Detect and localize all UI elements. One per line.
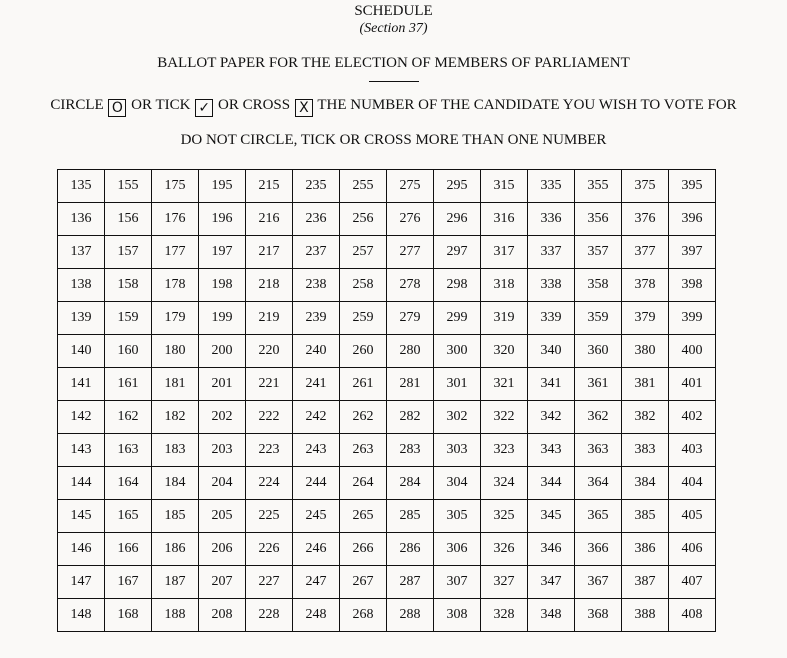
candidate-number-cell[interactable]: 379 <box>622 302 669 335</box>
candidate-number-cell[interactable]: 201 <box>199 368 246 401</box>
candidate-number-cell[interactable]: 178 <box>152 269 199 302</box>
candidate-number-cell[interactable]: 406 <box>669 533 716 566</box>
candidate-number-cell[interactable]: 142 <box>58 401 105 434</box>
candidate-number-cell[interactable]: 404 <box>669 467 716 500</box>
candidate-number-cell[interactable]: 375 <box>622 170 669 203</box>
candidate-number-cell[interactable]: 256 <box>340 203 387 236</box>
candidate-row <box>58 203 716 236</box>
candidate-number-cell[interactable]: 306 <box>434 533 481 566</box>
candidate-number-cell[interactable]: 337 <box>528 236 575 269</box>
voting-warning: DO NOT CIRCLE, TICK OR CROSS MORE THAN ONE NUMBER <box>180 132 607 148</box>
candidate-number-cell[interactable]: 177 <box>152 236 199 269</box>
candidate-number-cell[interactable]: 320 <box>481 335 528 368</box>
candidate-number-cell[interactable]: 295 <box>434 170 481 203</box>
candidate-number-cell[interactable]: 324 <box>481 467 528 500</box>
candidate-number-cell[interactable]: 397 <box>669 236 716 269</box>
candidate-number-cell[interactable]: 224 <box>246 467 293 500</box>
candidate-number-cell[interactable]: 198 <box>199 269 246 302</box>
candidate-number-cell[interactable]: 206 <box>199 533 246 566</box>
candidate-number-cell[interactable]: 384 <box>622 467 669 500</box>
candidate-number-cell[interactable]: 344 <box>528 467 575 500</box>
candidate-number-cell[interactable]: 405 <box>669 500 716 533</box>
candidate-number-cell[interactable]: 216 <box>246 203 293 236</box>
candidate-number-cell[interactable]: 263 <box>340 434 387 467</box>
candidate-number-cell[interactable]: 345 <box>528 500 575 533</box>
candidate-number-cell[interactable]: 317 <box>481 236 528 269</box>
candidate-number-cell[interactable]: 285 <box>387 500 434 533</box>
candidate-number-cell[interactable]: 408 <box>669 599 716 632</box>
candidate-row <box>58 500 716 533</box>
candidate-number-cell[interactable]: 158 <box>105 269 152 302</box>
candidate-number-cell[interactable]: 185 <box>152 500 199 533</box>
instruction-tick-text: OR TICK <box>131 97 191 113</box>
candidate-number-cell[interactable]: 160 <box>105 335 152 368</box>
candidate-number-cell[interactable]: 357 <box>575 236 622 269</box>
candidate-number-cell[interactable]: 338 <box>528 269 575 302</box>
candidate-row <box>58 269 716 302</box>
candidate-number-cell[interactable]: 342 <box>528 401 575 434</box>
candidate-number-cell[interactable]: 319 <box>481 302 528 335</box>
candidate-number-cell[interactable]: 304 <box>434 467 481 500</box>
candidate-number-cell[interactable]: 205 <box>199 500 246 533</box>
candidate-number-cell[interactable]: 378 <box>622 269 669 302</box>
candidate-number-cell[interactable]: 307 <box>434 566 481 599</box>
candidate-number-cell[interactable]: 268 <box>340 599 387 632</box>
candidate-number-cell[interactable]: 359 <box>575 302 622 335</box>
candidate-number-cell[interactable]: 155 <box>105 170 152 203</box>
candidate-number-cell[interactable]: 315 <box>481 170 528 203</box>
candidate-number-cell[interactable]: 376 <box>622 203 669 236</box>
candidate-number-cell[interactable]: 283 <box>387 434 434 467</box>
candidate-number-cell[interactable]: 286 <box>387 533 434 566</box>
candidate-number-cell[interactable]: 148 <box>58 599 105 632</box>
candidate-number-cell[interactable]: 238 <box>293 269 340 302</box>
voting-instructions <box>0 97 787 117</box>
candidate-row <box>58 599 716 632</box>
candidate-number-cell[interactable]: 247 <box>293 566 340 599</box>
candidate-number-cell[interactable]: 282 <box>387 401 434 434</box>
candidate-number-cell[interactable]: 287 <box>387 566 434 599</box>
candidate-row <box>58 170 716 203</box>
candidate-row <box>58 401 716 434</box>
candidate-number-cell[interactable]: 239 <box>293 302 340 335</box>
candidate-number-cell[interactable]: 298 <box>434 269 481 302</box>
candidate-number-cell[interactable]: 215 <box>246 170 293 203</box>
candidate-row <box>58 434 716 467</box>
candidate-number-cell[interactable]: 355 <box>575 170 622 203</box>
candidate-number-cell[interactable]: 141 <box>58 368 105 401</box>
candidate-number-cell[interactable]: 279 <box>387 302 434 335</box>
candidate-number-cell[interactable]: 168 <box>105 599 152 632</box>
candidate-number-cell[interactable]: 380 <box>622 335 669 368</box>
candidate-row <box>58 236 716 269</box>
candidate-number-cell[interactable]: 281 <box>387 368 434 401</box>
title-divider <box>369 81 419 82</box>
candidate-number-cell[interactable]: 340 <box>528 335 575 368</box>
candidate-number-cell[interactable]: 402 <box>669 401 716 434</box>
candidate-number-cell[interactable]: 244 <box>293 467 340 500</box>
candidate-number-cell[interactable]: 218 <box>246 269 293 302</box>
candidate-number-cell[interactable]: 259 <box>340 302 387 335</box>
candidate-row <box>58 566 716 599</box>
candidate-number-cell[interactable]: 202 <box>199 401 246 434</box>
candidate-number-cell[interactable]: 262 <box>340 401 387 434</box>
candidate-number-cell[interactable]: 361 <box>575 368 622 401</box>
candidate-number-cell[interactable]: 184 <box>152 467 199 500</box>
candidate-number-cell[interactable]: 318 <box>481 269 528 302</box>
candidate-number-cell[interactable]: 388 <box>622 599 669 632</box>
candidate-number-cell[interactable]: 407 <box>669 566 716 599</box>
candidate-number-cell[interactable]: 175 <box>152 170 199 203</box>
candidate-number-cell[interactable]: 163 <box>105 434 152 467</box>
candidate-number-cell[interactable]: 159 <box>105 302 152 335</box>
candidate-number-cell[interactable]: 383 <box>622 434 669 467</box>
candidate-number-cell[interactable]: 156 <box>105 203 152 236</box>
instruction-cross-text: OR CROSS <box>217 97 291 113</box>
candidate-number-cell[interactable]: 360 <box>575 335 622 368</box>
candidate-number-cell[interactable]: 284 <box>387 467 434 500</box>
candidate-number-cell[interactable]: 182 <box>152 401 199 434</box>
candidate-number-cell[interactable]: 246 <box>293 533 340 566</box>
instruction-vote-text: THE NUMBER OF THE CANDIDATE YOU WISH TO VOTE FOR <box>317 97 737 113</box>
candidate-number-cell[interactable]: 322 <box>481 401 528 434</box>
candidate-number-cell[interactable]: 242 <box>293 401 340 434</box>
candidate-number-cell[interactable]: 140 <box>58 335 105 368</box>
candidate-number-cell[interactable]: 399 <box>669 302 716 335</box>
candidate-number-cell[interactable]: 339 <box>528 302 575 335</box>
candidate-number-cell[interactable]: 366 <box>575 533 622 566</box>
candidate-number-cell[interactable]: 401 <box>669 368 716 401</box>
candidate-number-cell[interactable]: 183 <box>152 434 199 467</box>
candidate-number-cell[interactable]: 167 <box>105 566 152 599</box>
schedule-title: SCHEDULE <box>354 3 433 19</box>
candidate-number-cell[interactable]: 135 <box>58 170 105 203</box>
candidate-number-cell[interactable]: 188 <box>152 599 199 632</box>
candidate-number-cell[interactable]: 336 <box>528 203 575 236</box>
candidate-number-cell[interactable]: 165 <box>105 500 152 533</box>
candidate-number-cell[interactable]: 144 <box>58 467 105 500</box>
candidate-number-cell[interactable]: 363 <box>575 434 622 467</box>
candidate-number-cell[interactable]: 196 <box>199 203 246 236</box>
tick-symbol-icon: ✓ <box>195 99 213 117</box>
candidate-number-cell[interactable]: 199 <box>199 302 246 335</box>
candidate-number-cell[interactable]: 223 <box>246 434 293 467</box>
candidate-number-cell[interactable]: 301 <box>434 368 481 401</box>
candidate-number-cell[interactable]: 187 <box>152 566 199 599</box>
circle-symbol-icon: O <box>108 99 126 117</box>
candidate-number-cell[interactable]: 305 <box>434 500 481 533</box>
candidate-number-cell[interactable]: 296 <box>434 203 481 236</box>
candidate-number-cell[interactable]: 236 <box>293 203 340 236</box>
candidate-row <box>58 467 716 500</box>
candidate-number-cell[interactable]: 341 <box>528 368 575 401</box>
candidate-number-cell[interactable]: 377 <box>622 236 669 269</box>
candidate-number-cell[interactable]: 228 <box>246 599 293 632</box>
candidate-number-cell[interactable]: 280 <box>387 335 434 368</box>
candidate-row <box>58 368 716 401</box>
candidate-number-cell[interactable]: 237 <box>293 236 340 269</box>
candidate-number-cell[interactable]: 260 <box>340 335 387 368</box>
candidate-number-cell[interactable]: 347 <box>528 566 575 599</box>
candidate-number-cell[interactable]: 302 <box>434 401 481 434</box>
candidate-number-cell[interactable]: 197 <box>199 236 246 269</box>
candidate-number-cell[interactable]: 136 <box>58 203 105 236</box>
candidate-number-cell[interactable]: 207 <box>199 566 246 599</box>
candidate-number-cell[interactable]: 204 <box>199 467 246 500</box>
candidate-number-cell[interactable]: 147 <box>58 566 105 599</box>
candidate-number-cell[interactable]: 243 <box>293 434 340 467</box>
candidate-number-cell[interactable]: 382 <box>622 401 669 434</box>
candidate-number-cell[interactable]: 217 <box>246 236 293 269</box>
candidate-number-cell[interactable]: 288 <box>387 599 434 632</box>
candidate-number-cell[interactable]: 241 <box>293 368 340 401</box>
candidate-number-cell[interactable]: 166 <box>105 533 152 566</box>
candidate-number-cell[interactable]: 278 <box>387 269 434 302</box>
candidate-row <box>58 533 716 566</box>
candidate-number-cell[interactable]: 264 <box>340 467 387 500</box>
candidate-number-cell[interactable]: 398 <box>669 269 716 302</box>
candidate-number-cell[interactable]: 275 <box>387 170 434 203</box>
candidate-number-cell[interactable]: 143 <box>58 434 105 467</box>
cross-symbol-icon: X <box>295 99 313 117</box>
candidate-number-cell[interactable]: 226 <box>246 533 293 566</box>
candidate-number-cell[interactable]: 180 <box>152 335 199 368</box>
candidate-number-cell[interactable]: 162 <box>105 401 152 434</box>
candidate-number-cell[interactable]: 297 <box>434 236 481 269</box>
candidate-number-cell[interactable]: 277 <box>387 236 434 269</box>
candidate-number-grid <box>57 169 716 632</box>
candidate-number-cell[interactable]: 164 <box>105 467 152 500</box>
candidate-number-cell[interactable]: 323 <box>481 434 528 467</box>
candidate-number-cell[interactable]: 161 <box>105 368 152 401</box>
candidate-number-cell[interactable]: 356 <box>575 203 622 236</box>
candidate-number-cell[interactable]: 219 <box>246 302 293 335</box>
instruction-circle-text: CIRCLE <box>50 97 104 113</box>
candidate-number-cell[interactable]: 186 <box>152 533 199 566</box>
candidate-number-cell[interactable]: 145 <box>58 500 105 533</box>
candidate-grid-body <box>58 170 716 632</box>
candidate-number-cell[interactable]: 321 <box>481 368 528 401</box>
candidate-number-cell[interactable]: 138 <box>58 269 105 302</box>
candidate-number-cell[interactable]: 396 <box>669 203 716 236</box>
candidate-number-cell[interactable]: 157 <box>105 236 152 269</box>
candidate-number-cell[interactable]: 195 <box>199 170 246 203</box>
candidate-number-cell[interactable]: 267 <box>340 566 387 599</box>
candidate-number-cell[interactable]: 395 <box>669 170 716 203</box>
candidate-number-cell[interactable]: 308 <box>434 599 481 632</box>
candidate-number-cell[interactable]: 181 <box>152 368 199 401</box>
candidate-number-cell[interactable]: 235 <box>293 170 340 203</box>
candidate-number-cell[interactable]: 327 <box>481 566 528 599</box>
candidate-number-cell[interactable]: 343 <box>528 434 575 467</box>
candidate-number-cell[interactable]: 300 <box>434 335 481 368</box>
ballot-title: BALLOT PAPER FOR THE ELECTION OF MEMBERS OF PARLIAMENT <box>157 55 630 71</box>
candidate-number-cell[interactable]: 200 <box>199 335 246 368</box>
candidate-number-cell[interactable]: 258 <box>340 269 387 302</box>
candidate-number-cell[interactable]: 299 <box>434 302 481 335</box>
candidate-number-cell[interactable]: 365 <box>575 500 622 533</box>
candidate-number-cell[interactable]: 176 <box>152 203 199 236</box>
candidate-number-cell[interactable]: 362 <box>575 401 622 434</box>
candidate-number-cell[interactable]: 367 <box>575 566 622 599</box>
candidate-number-cell[interactable]: 220 <box>246 335 293 368</box>
candidate-number-cell[interactable]: 245 <box>293 500 340 533</box>
candidate-row <box>58 302 716 335</box>
candidate-number-cell[interactable]: 328 <box>481 599 528 632</box>
candidate-number-cell[interactable]: 400 <box>669 335 716 368</box>
section-reference: (Section 37) <box>359 21 428 36</box>
candidate-number-cell[interactable]: 225 <box>246 500 293 533</box>
candidate-number-cell[interactable]: 303 <box>434 434 481 467</box>
candidate-number-cell[interactable]: 368 <box>575 599 622 632</box>
candidate-number-cell[interactable]: 325 <box>481 500 528 533</box>
candidate-number-cell[interactable]: 266 <box>340 533 387 566</box>
candidate-number-cell[interactable]: 276 <box>387 203 434 236</box>
candidate-number-cell[interactable]: 257 <box>340 236 387 269</box>
candidate-number-cell[interactable]: 403 <box>669 434 716 467</box>
candidate-number-cell[interactable]: 208 <box>199 599 246 632</box>
candidate-number-cell[interactable]: 240 <box>293 335 340 368</box>
candidate-number-cell[interactable]: 364 <box>575 467 622 500</box>
candidate-number-cell[interactable]: 346 <box>528 533 575 566</box>
candidate-number-cell[interactable]: 179 <box>152 302 199 335</box>
candidate-number-cell[interactable]: 227 <box>246 566 293 599</box>
candidate-number-cell[interactable]: 316 <box>481 203 528 236</box>
candidate-number-cell[interactable]: 137 <box>58 236 105 269</box>
candidate-number-cell[interactable]: 326 <box>481 533 528 566</box>
candidate-number-cell[interactable]: 222 <box>246 401 293 434</box>
candidate-number-cell[interactable]: 348 <box>528 599 575 632</box>
candidate-number-cell[interactable]: 265 <box>340 500 387 533</box>
candidate-number-cell[interactable]: 386 <box>622 533 669 566</box>
candidate-row <box>58 335 716 368</box>
candidate-number-cell[interactable]: 385 <box>622 500 669 533</box>
candidate-number-cell[interactable]: 381 <box>622 368 669 401</box>
candidate-number-cell[interactable]: 146 <box>58 533 105 566</box>
candidate-number-cell[interactable]: 335 <box>528 170 575 203</box>
candidate-number-cell[interactable]: 248 <box>293 599 340 632</box>
candidate-number-cell[interactable]: 139 <box>58 302 105 335</box>
candidate-number-cell[interactable]: 221 <box>246 368 293 401</box>
candidate-number-cell[interactable]: 203 <box>199 434 246 467</box>
candidate-number-cell[interactable]: 387 <box>622 566 669 599</box>
candidate-number-cell[interactable]: 261 <box>340 368 387 401</box>
candidate-number-cell[interactable]: 255 <box>340 170 387 203</box>
candidate-number-cell[interactable]: 358 <box>575 269 622 302</box>
